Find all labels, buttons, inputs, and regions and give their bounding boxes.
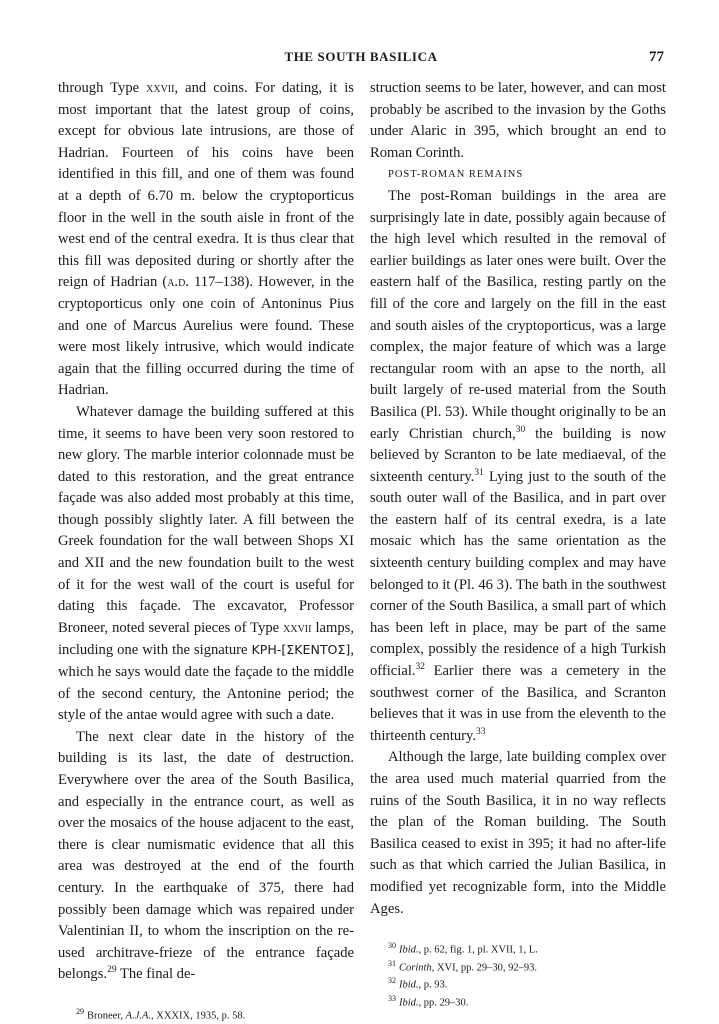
footnotes-left [58, 1005, 354, 1023]
paragraph-destruction: The next clear date in the history of the building is its last, the date of destruction. Everywhere over the area of the South Basilica, and especially in the entrance court, as well as over the mosaics of the house adjacent to the east, there is clear numismatic evidence that all this area was destroyed at the end of the fourth century. In the earthquake of 375, there had possibly been damage which was repaired under Valentinian II, to whom the inscription on the re-used architrave-frieze of the entrance façade belongs.$^{29}$ The final de- [58, 728, 354, 983]
greek-signature: KPH-[ΣKENTOΣ] [251, 642, 351, 658]
paragraph-late-complex: Although the large, late building complex over the area used much material quarried from the ruins of the South Basilica, it in no way reflects the plan of the Roman building. The South Basilica ceased to exist in 395; it had no after-life such as that which carried the Julian Basilica, in modified yet recognizable form, into the Middle Ages. [370, 749, 666, 917]
footnote-ref-30[interactable]: 30 [515, 424, 526, 435]
footnote-rule [58, 998, 162, 999]
footnote-ref-32[interactable]: 32 [415, 662, 426, 673]
paragraph-restoration: Whatever damage the building suffered at this time, it seems to have been very soon restored to new glory. The marble interior colonnade must be dated to this restoration, and the great entrance façade was also added most probably at this time, though possibly slightly later. A fill between the Greek foundation for the wall between Shops XI and XII and the new foundation built to the west of it for the west wall of the court is useful for dating this façade. The excavator, Professor Broneer, noted several pieces of Type xxvii lamps, including one with the signature KPH-[ΣKENTOΣ], which he says would date the façade to the middle of the second century, the Antonine period; the style of the antae would agree with such a date. [58, 403, 354, 724]
footnote-ref-33[interactable]: 33 [476, 726, 486, 737]
footnote-ref-31[interactable]: 31 [474, 467, 484, 478]
running-title: THE SOUTH BASILICA [284, 49, 438, 64]
footnote-rule [370, 932, 474, 933]
paragraph-dating-fill: through Type xxvii, and coins. For dating, it is most important that the latest group of coins, except for obvious late intrusions, are those of Hadrian. Fourteen of his coins have been identified in this fill, and one of them was found at a depth of 6.70 m. below the cryptoporticus floor in the well in the south aisle in front of the west end of the central exedra. It is thus clear that this fill was deposited during or shortly after the reign of Hadrian (a.d. 117–138). However, in the cryptoporticus only one coin of Antoninus Pius and one of Marcus Aurelius were found. These were most likely intrusive, which would indicate again that the filling occurred during the time of Hadrian. [58, 80, 354, 399]
footnote-29: $^{29}$ Broneer, A.J.A., XXXIX, 1935, p. 58. [76, 1006, 246, 1022]
running-header [58, 49, 664, 73]
section-heading-post-roman: POST-ROMAN REMAINS [388, 169, 524, 181]
footnote-33: $^{33}$ Ibid., pp. 29–30. [388, 993, 469, 1009]
footnote-32: $^{32}$ Ibid., p. 93. [388, 976, 448, 991]
page-number: 77 [649, 49, 664, 65]
paragraph-destruction-cont: struction seems to be later, however, and can most probably be ascribed to the invasion by the Goths under Alaric in 395, which brought an end to Roman Corinth. [370, 80, 666, 161]
footnote-30: $^{30}$ Ibid., p. 62, fig. 1, pl. XVII, 1, L. [388, 941, 538, 956]
left-column [58, 78, 354, 1022]
right-column [370, 78, 666, 1009]
footnote-31: $^{31}$ Corinth, XVI, pp. 29–30, 92–93. [388, 958, 537, 974]
footnotes-right [370, 939, 666, 1009]
paragraph-post-roman-buildings: The post-Roman buildings in the area are surprisingly late in date, possibly again because of the high level which resulted in the removal of earlier buildings as later ones were built. Over the eastern half of the Basilica, resting partly on the fill of the core and largely on the fill in the east and south aisles of the cryptoporticus, was a large complex, the major feature of which was a large rectangular room with an apse to the north, all built largely of re-used material from the South Basilica (Pl. 53). While thought originally to be an early Christian church,$^{30}$ the building is now believed by Scranton to be late mediaeval, of the sixteenth century.$^{31}$ Lying just to the south of the south outer wall of the Basilica, and in part over the eastern half of its central exedra, is a late mosaic which has the same orientation as the sixteenth century building complex and may have belonged to it (Pl. 46 3). The bath in the southwest corner of the South Basilica, a small part of which has been left in place, may be part of the same complex, possibly the residence of a high Turkish official.$^{32}$ Earlier there was a cemetery in the southwest corner of the Basilica, and Scranton believes that it was in use from the eleventh to the thirteenth century.$^{33}$ [370, 187, 666, 744]
footnote-ref-29[interactable]: 29 [107, 965, 117, 976]
